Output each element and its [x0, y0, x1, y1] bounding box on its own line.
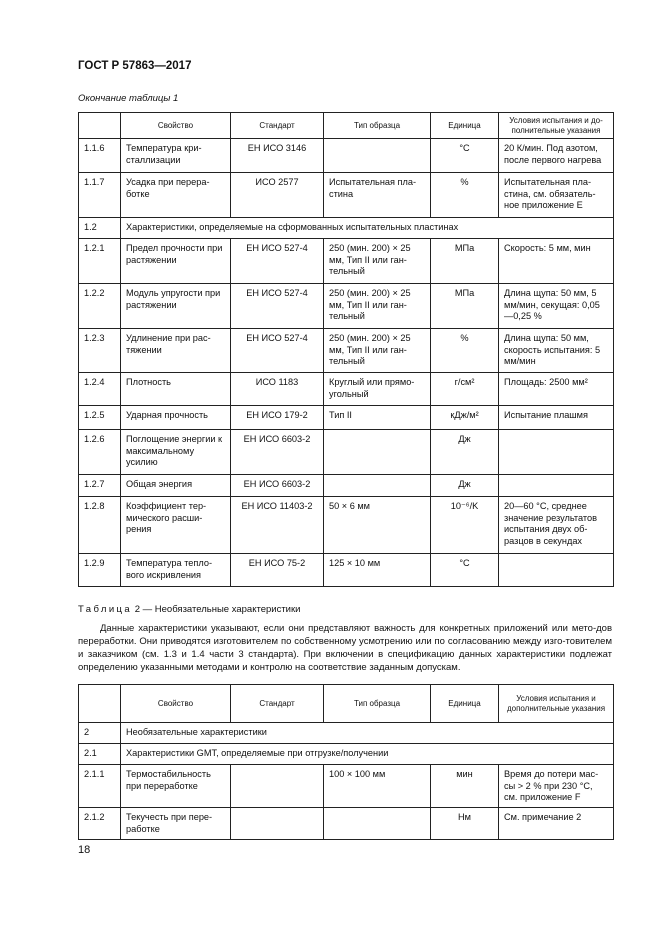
table-row: 1.1.6 Температура кри-сталлизации ЕН ИСО 3146 °C 20 К/мин. Под азотом, после первого нагрева	[79, 139, 614, 173]
table-section-row: 2.1 Характеристики GMT, определяемые при отгрузке/получении	[79, 744, 614, 765]
header-specimen: Тип образца	[324, 113, 431, 139]
table-section-row: 2 Необязательные характеристики	[79, 723, 614, 744]
table-row: 1.2.4 Плотность ИСО 1183 Круглый или прямо-угольный г/см² Площадь: 2500 мм²	[79, 373, 614, 406]
header-unit: Единица	[431, 685, 499, 723]
header-standard: Стандарт	[231, 113, 324, 139]
header-number	[79, 685, 121, 723]
table-row: 1.2.5 Ударная прочность ЕН ИСО 179-2 Тип II кДж/м² Испытание плашмя	[79, 406, 614, 430]
table-2-description: Данные характеристики указывают, если они представляют важность для конкретных приложений или мето-дов переработки. Они приводятся изготовителем по собственному усмотрению или по согласованию между изго-товителем и заказчиком (см. 1.3 и 1.4 части 3 стандарта). При включении в спецификацию данных характеристики подлежат определению указанными методами и контролю на соответствие заданным допускам.	[78, 623, 612, 673]
header-standard: Стандарт	[231, 685, 324, 723]
header-conditions: Условия испытания и до-полнительные указания	[499, 113, 614, 139]
table-row: 1.2.6 Поглощение энергии к максимальному усилию ЕН ИСО 6603-2 Дж	[79, 430, 614, 475]
document-header: ГОСТ Р 57863—2017	[78, 60, 192, 72]
header-number	[79, 113, 121, 139]
table-section-row: 1.2 Характеристики, определяемые на сформованных испытательных пластинах	[79, 218, 614, 239]
table-row: 1.1.7 Усадка при перера-ботке ИСО 2577 Испытательная пла-стина % Испытательная пла-стина, см. обязатель-ное приложение E	[79, 173, 614, 218]
table-row: 1.2.9 Температура тепло-вого искривления ЕН ИСО 75-2 125 × 10 мм °C	[79, 554, 614, 587]
header-specimen: Тип образца	[324, 685, 431, 723]
table-caption: Окончание таблицы 1	[78, 93, 179, 104]
table-1	[78, 112, 614, 587]
table-row: 1.2.7 Общая энергия ЕН ИСО 6603-2 Дж	[79, 475, 614, 497]
table-header-row	[79, 113, 614, 139]
table-row: 1.2.8 Коэффициент тер-мического расши-рения ЕН ИСО 11403-2 50 × 6 мм 10⁻⁶/K 20—60 °C, среднее значение результатов испытания двух об-разцов в секундах	[79, 497, 614, 554]
table-row: 2.1.1 Термостабильность при переработке 100 × 100 мм мин Время до потери мас-сы > 2 % при 230 °C, см. приложение F	[79, 765, 614, 808]
table-row: 1.2.3 Удлинение при рас-тяжении ЕН ИСО 527-4 250 (мин. 200) × 25 мм, Тип II или ган-тельный % Длина щупа: 50 мм, скорость испытания: 5 мм/мин	[79, 329, 614, 373]
table-row: 1.2.1 Предел прочности при растяжении ЕН ИСО 527-4 250 (мин. 200) × 25 мм, Тип II или ган-тельный МПа Скорость: 5 мм, мин	[79, 239, 614, 284]
header-unit: Единица	[431, 113, 499, 139]
table-row: 2.1.2 Текучесть при пере-работке Нм См. примечание 2	[79, 808, 614, 840]
header-property: Свойство	[121, 113, 231, 139]
table-header-row	[79, 685, 614, 723]
header-property: Свойство	[121, 685, 231, 723]
table-row: 1.2.2 Модуль упругости при растяжении ЕН ИСО 527-4 250 (мин. 200) × 25 мм, Тип II или ган-тельный МПа Длина щупа: 50 мм, 5 мм/мин, секущая: 0,05—0,25 %	[79, 284, 614, 329]
table-2-title: Таблица 2 — Необязательные характеристики	[78, 604, 301, 615]
page-number: 18	[78, 844, 91, 856]
header-conditions: Условия испытания и дополнительные указания	[499, 685, 614, 723]
table-2	[78, 684, 614, 840]
